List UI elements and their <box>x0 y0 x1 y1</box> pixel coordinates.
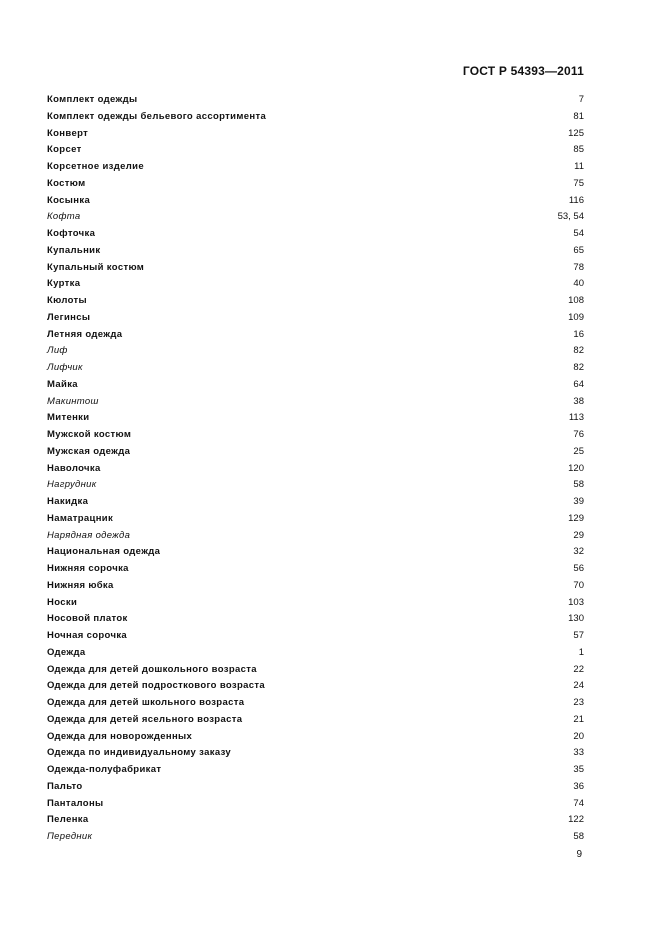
index-term: Конверт <box>47 127 89 139</box>
index-term: Лифчик <box>47 362 83 373</box>
index-page-ref: 21 <box>573 713 584 725</box>
index-term: Костюм <box>47 177 86 189</box>
index-page-ref: 64 <box>573 378 584 390</box>
index-page-ref: 54 <box>573 228 584 239</box>
index-page-ref: 58 <box>573 831 584 842</box>
index-entry <box>47 595 584 612</box>
index-page-ref: 75 <box>573 177 584 189</box>
index-entry <box>47 377 584 394</box>
index-page-ref: 23 <box>573 697 584 708</box>
index-page-ref: 16 <box>573 328 584 340</box>
index-page-ref: 58 <box>573 479 584 491</box>
index-entry <box>47 92 584 109</box>
index-term: Макинтош <box>47 395 99 407</box>
index-term: Куртка <box>47 278 81 290</box>
index-entry <box>47 427 584 444</box>
index-page-ref: 122 <box>568 814 584 826</box>
index-entry <box>47 109 584 126</box>
index-entry <box>47 578 584 595</box>
index-entry <box>47 293 584 310</box>
index-page-ref: 113 <box>568 412 584 424</box>
index-term: Ночная сорочка <box>47 630 128 641</box>
index-term: Национальная одежда <box>47 546 161 558</box>
index-term: Передник <box>47 831 93 842</box>
index-term: Одежда для детей ясельного возраста <box>47 713 243 725</box>
index-entry <box>47 327 584 344</box>
index-term: Мужская одежда <box>47 445 131 457</box>
index-page-ref: 24 <box>573 680 584 692</box>
index-entry <box>47 343 584 360</box>
index-entry <box>47 528 584 545</box>
index-page-ref: 57 <box>573 630 584 641</box>
index-page-ref: 29 <box>573 529 584 541</box>
index-entry <box>47 126 584 143</box>
index-term: Купальник <box>47 244 101 256</box>
index-entry <box>47 762 584 779</box>
index-term: Носки <box>47 596 78 608</box>
index-entry <box>47 260 584 277</box>
index-entry <box>47 243 584 260</box>
index-entry <box>47 193 584 210</box>
index-term: Нижняя сорочка <box>47 563 129 574</box>
index-entry <box>47 745 584 762</box>
index-entry <box>47 310 584 327</box>
index-term: Накидка <box>47 496 89 507</box>
index-entry <box>47 695 584 712</box>
index-term: Нарядная одежда <box>47 529 131 541</box>
index-page-ref: 120 <box>568 462 584 474</box>
index-term: Корсет <box>47 144 82 156</box>
index-term: Наматрацник <box>47 512 114 524</box>
index-entry <box>47 645 584 662</box>
index-entry <box>47 544 584 561</box>
index-entry <box>47 662 584 679</box>
index-term: Корсетное изделие <box>47 161 144 172</box>
index-page-ref: 65 <box>573 244 584 256</box>
index-entry <box>47 511 584 528</box>
index-term: Мужской костюм <box>47 429 132 440</box>
index-entry <box>47 712 584 729</box>
index-term: Нагрудник <box>47 479 97 491</box>
index-term: Пеленка <box>47 814 89 826</box>
index-entry <box>47 176 584 193</box>
index-entry <box>47 394 584 411</box>
index-entry <box>47 628 584 645</box>
index-entry <box>47 829 584 846</box>
index-term: Одежда-полуфабрикат <box>47 764 162 775</box>
index-page-ref: 81 <box>573 110 584 122</box>
index-page-ref: 108 <box>568 295 584 306</box>
index-page-ref: 11 <box>574 161 584 172</box>
index-page-ref: 39 <box>573 496 584 507</box>
index-entry <box>47 477 584 494</box>
index-page-ref: 70 <box>573 579 584 591</box>
index-page-ref: 82 <box>573 345 584 357</box>
index-entry <box>47 276 584 293</box>
index-entry <box>47 226 584 243</box>
page-number: 9 <box>576 849 582 860</box>
index-term: Купальный костюм <box>47 261 145 273</box>
index-term: Лиф <box>47 345 68 357</box>
index-entry <box>47 561 584 578</box>
alphabetical-index <box>47 92 584 846</box>
index-page-ref: 20 <box>573 730 584 742</box>
index-term: Одежда для детей дошкольного возраста <box>47 663 257 675</box>
index-page-ref: 85 <box>573 144 584 156</box>
index-entry <box>47 729 584 746</box>
index-term: Одежда для детей подросткового возраста <box>47 680 266 692</box>
index-entry <box>47 779 584 796</box>
index-entry <box>47 142 584 159</box>
index-page-ref: 125 <box>568 127 584 139</box>
index-page-ref: 22 <box>573 663 584 675</box>
index-term: Кофта <box>47 211 81 223</box>
index-term: Кюлоты <box>47 295 88 306</box>
index-term: Кофточка <box>47 228 96 239</box>
index-page-ref: 25 <box>573 445 584 457</box>
index-term: Одежда для детей школьного возраста <box>47 697 245 708</box>
index-term: Митенки <box>47 412 90 424</box>
index-page-ref: 74 <box>573 797 584 809</box>
index-page-ref: 82 <box>573 362 584 373</box>
index-page-ref: 32 <box>573 546 584 558</box>
index-entry <box>47 611 584 628</box>
index-page-ref: 1 <box>578 646 584 658</box>
index-term: Комплект одежды бельевого ассортимента <box>47 110 267 122</box>
index-page-ref: 109 <box>568 311 584 323</box>
index-term: Косынка <box>47 194 91 206</box>
index-entry <box>47 494 584 511</box>
document-header: ГОСТ Р 54393—2011 <box>462 64 584 78</box>
index-entry <box>47 461 584 478</box>
index-term: Легинсы <box>47 311 91 323</box>
index-term: Нижняя юбка <box>47 579 114 591</box>
index-entry <box>47 209 584 226</box>
index-term: Панталоны <box>47 797 104 809</box>
index-page-ref: 78 <box>573 261 584 273</box>
index-page-ref: 33 <box>573 747 584 759</box>
index-page-ref: 56 <box>573 563 584 574</box>
index-page-ref: 116 <box>568 194 584 206</box>
index-page-ref: 129 <box>568 512 584 524</box>
index-term: Одежда <box>47 646 86 658</box>
index-entry <box>47 159 584 176</box>
index-term: Пальто <box>47 780 83 792</box>
index-entry <box>47 444 584 461</box>
index-page-ref: 130 <box>568 613 584 625</box>
index-page-ref: 36 <box>573 780 584 792</box>
index-entry <box>47 678 584 695</box>
index-term: Комплект одежды <box>47 94 138 105</box>
index-page-ref: 103 <box>568 596 584 608</box>
index-entry <box>47 360 584 377</box>
index-page-ref: 7 <box>578 94 584 105</box>
index-page-ref: 40 <box>573 278 584 290</box>
index-term: Наволочка <box>47 462 101 474</box>
index-term: Носовой платок <box>47 613 128 625</box>
index-page-ref: 35 <box>573 764 584 775</box>
index-term: Майка <box>47 378 78 390</box>
index-entry <box>47 796 584 813</box>
index-term: Одежда по индивидуальному заказу <box>47 747 232 759</box>
index-entry <box>47 812 584 829</box>
index-page-ref: 76 <box>573 429 584 440</box>
index-term: Летняя одежда <box>47 328 123 340</box>
index-term: Одежда для новорожденных <box>47 730 193 742</box>
index-entry <box>47 410 584 427</box>
index-page-ref: 53, 54 <box>557 211 584 223</box>
index-page-ref: 38 <box>573 395 584 407</box>
